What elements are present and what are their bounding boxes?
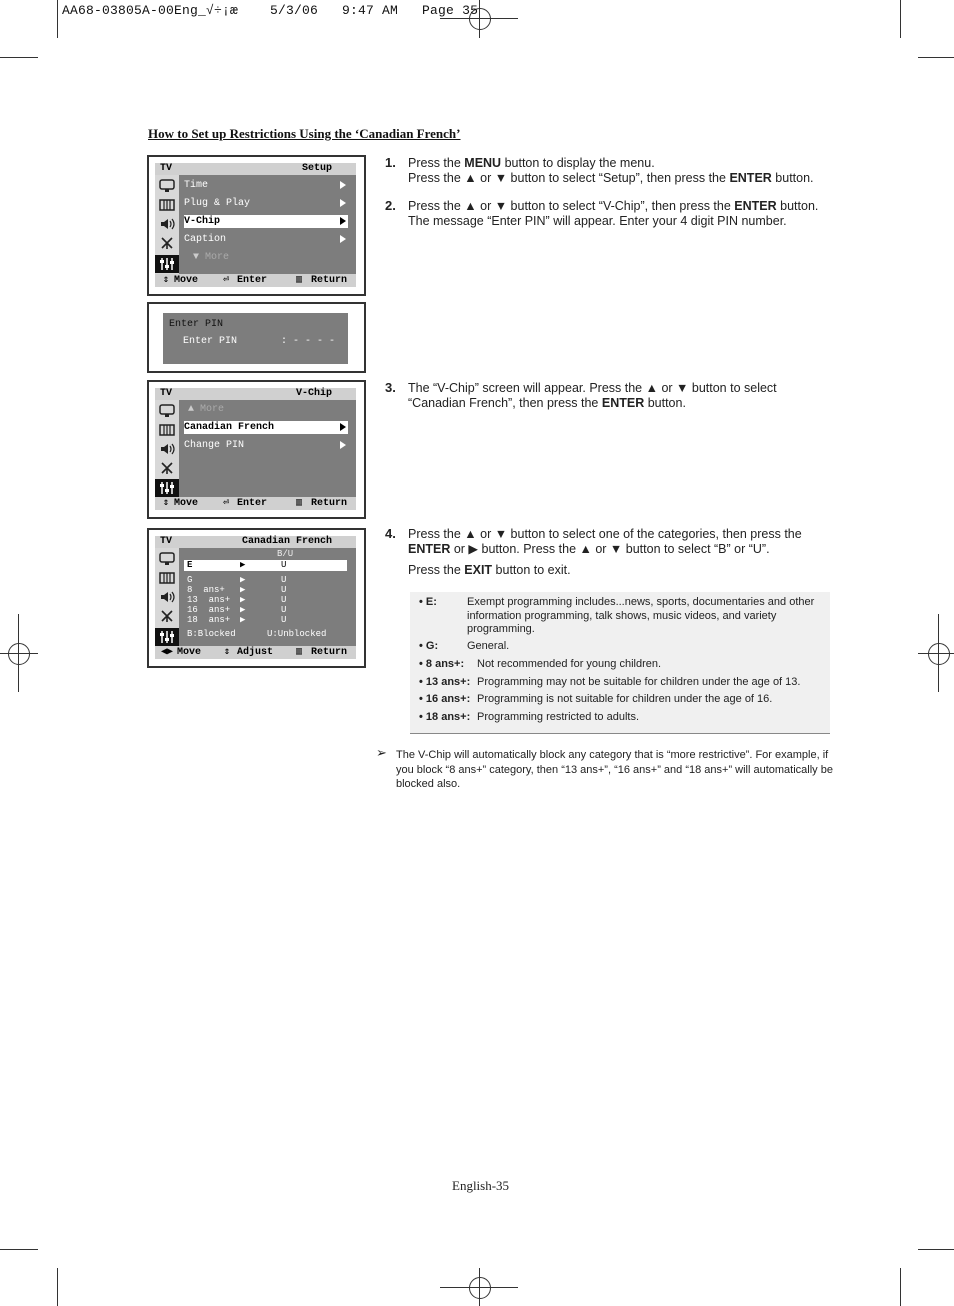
print-header: AA68-03805A-00Eng_√÷¡æ 5/3/06 9:47 AM Page 35 [62, 3, 479, 18]
enter-icon: ⏎ [223, 498, 230, 509]
osd-footer-enter: Enter [237, 275, 268, 286]
rating-text: Programming is not suitable for children under the age of 16. [477, 693, 773, 705]
osd-sidebar [155, 175, 179, 274]
note-text: The V-Chip will automatically block any category that is “more restrictive”. For example, if you block “8 ans+” category, then “13 ans+”, “16 ans+” and “18 ans+” will automatically be blocked also. [396, 749, 833, 790]
step-number: 2. [385, 198, 396, 213]
antenna-icon [159, 609, 175, 623]
sound-icon [159, 217, 175, 231]
setup-icon [159, 481, 175, 495]
rating-row-g[interactable]: G ▶ U [187, 575, 287, 585]
crop-mark [918, 57, 954, 58]
rating-row-18[interactable]: 18 ans+ ▶ U [187, 615, 287, 625]
updown-icon: ⇕ [163, 498, 170, 509]
step-3: The “V-Chip” screen will appear. Press the ▲ or ▼ button to select “Canadian French”, then press the ENTER button. [408, 381, 777, 410]
registration-mark [928, 643, 950, 665]
step-1: Press the MENU button to display the menu. Press the ▲ or ▼ button to select “Setup”, then press the ENTER button. [408, 156, 814, 185]
crop-mark [918, 1249, 954, 1250]
arrow-right-icon: ▶ [240, 605, 246, 615]
arrow-right-icon: ▶ [240, 575, 246, 585]
crop-mark [900, 0, 901, 38]
osd-setup-screen [147, 155, 366, 296]
arrow-right-icon [340, 217, 346, 225]
arrow-right-icon [340, 423, 346, 431]
osd-item-vchip[interactable]: V-Chip [184, 215, 348, 228]
osd-pin-screen [147, 302, 366, 373]
pin-dialog [163, 313, 348, 364]
osd-item-change-pin[interactable]: Change PIN [184, 439, 348, 452]
registration-mark [469, 1277, 491, 1299]
osd-footer-adjust: Adjust [237, 647, 274, 658]
osd-item-caption[interactable]: Caption [184, 233, 348, 246]
updown-icon: ⇕ [224, 647, 231, 658]
osd-footer-return: Return [311, 498, 348, 509]
crop-mark [0, 57, 38, 58]
col-header-bu: B/U [277, 549, 294, 559]
channel-icon [159, 423, 175, 437]
osd-tv-label: TV [160, 163, 173, 174]
arrow-right-icon [340, 181, 346, 189]
osd-vchip-screen [147, 380, 366, 519]
step-number: 3. [385, 380, 396, 395]
pin-dialog-title: Enter PIN [169, 319, 224, 330]
osd-item-plug-play[interactable]: Plug & Play [184, 197, 348, 210]
section-title: How to Set up Restrictions Using the ‘Canadian French’ [148, 126, 461, 141]
osd-footer-return: Return [311, 275, 348, 286]
pin-input[interactable]: : - - - - [281, 336, 336, 347]
osd-more: ▼ More [193, 252, 230, 263]
osd-footer-move: Move [174, 498, 199, 509]
crop-mark [900, 1268, 901, 1306]
osd-sidebar [155, 548, 179, 646]
step-number: 1. [385, 155, 396, 170]
picture-icon [159, 552, 175, 566]
osd-footer-move: Move [177, 647, 202, 658]
legend-unblocked: U:Unblocked [267, 629, 327, 639]
rating-text: Programming may not be suitable for children under the age of 13. [477, 676, 801, 688]
osd-menu-title: Canadian French [241, 536, 332, 547]
arrow-right-icon [340, 235, 346, 243]
rating-definitions-box [410, 592, 830, 734]
osd-sidebar [155, 400, 179, 497]
rating-key: • 16 ans+: [419, 693, 471, 705]
rating-key: • E: [419, 596, 437, 608]
setup-icon [159, 630, 175, 644]
pin-label: Enter PIN [183, 336, 238, 347]
channel-icon [159, 571, 175, 585]
rating-text: Programming restricted to adults. [477, 711, 640, 723]
sound-icon [159, 590, 175, 604]
rating-row-13[interactable]: 13 ans+ ▶ U [187, 595, 287, 605]
triangle-up-icon: ▲ [188, 404, 201, 415]
leftright-icon: ◀▶ [161, 647, 174, 658]
picture-icon [159, 179, 175, 193]
osd-item-time[interactable]: Time [184, 179, 348, 192]
channel-icon [159, 198, 175, 212]
rating-key: • G: [419, 640, 439, 652]
step-number: 4. [385, 526, 396, 541]
osd-tv-label: TV [160, 536, 173, 547]
antenna-icon [159, 461, 175, 475]
osd-more: ▲ More [188, 404, 225, 415]
updown-icon: ⇕ [163, 275, 170, 286]
rating-key: • 18 ans+: [419, 711, 471, 723]
rating-text: Not recommended for young children. [477, 658, 662, 670]
osd-item-canadian-french[interactable]: Canadian French [184, 421, 348, 434]
triangle-down-icon: ▼ [193, 252, 206, 263]
page-number: English-35 [452, 1178, 510, 1193]
rating-text: General. [467, 640, 510, 652]
rating-row-16[interactable]: 16 ans+ ▶ U [187, 605, 287, 615]
step-2: Press the ▲ or ▼ button to select “V-Chip”, then press the ENTER button. The message “Enter PIN” will appear. Enter your 4 digit PIN number. [408, 199, 819, 228]
osd-footer-enter: Enter [237, 498, 268, 509]
rating-row-8[interactable]: 8 ans+ ▶ U [187, 585, 287, 595]
arrow-right-icon: ▶ [240, 560, 246, 570]
osd-menu-title: V-Chip [295, 388, 332, 399]
enter-icon: ⏎ [223, 275, 230, 286]
crop-mark [0, 1249, 38, 1250]
crop-mark [57, 1268, 58, 1306]
osd-tv-label: TV [160, 388, 173, 399]
legend-blocked: B:Blocked [187, 629, 236, 639]
rating-text: Exempt programming includes...news, sports, documentaries and other information programming, talk shows, music videos, and variety programming. [467, 596, 815, 635]
return-icon: ▥ [296, 275, 303, 286]
osd-menu-title: Setup [301, 163, 332, 174]
osd-footer-move: Move [174, 275, 199, 286]
arrow-right-icon: ▶ [240, 595, 246, 605]
sound-icon [159, 442, 175, 456]
arrow-right-icon [340, 199, 346, 207]
return-icon: ▥ [296, 498, 303, 509]
osd-canadian-french-screen [147, 528, 366, 668]
step-4: Press the ▲ or ▼ button to select one of the categories, then press the ENTER or ▶ button. Press the ▲ or ▼ button to select “B” or “U”. Press the EXIT button to exit. [408, 527, 802, 577]
note-arrow-icon: ➢ [376, 745, 387, 760]
osd-footer-return: Return [311, 647, 348, 658]
rating-row-e[interactable]: E ▶ U [184, 560, 347, 571]
setup-icon [159, 257, 175, 271]
arrow-right-icon: ▶ [240, 585, 246, 595]
antenna-icon [159, 236, 175, 250]
crop-mark [57, 0, 58, 38]
arrow-right-icon: ▶ [240, 615, 246, 625]
arrow-right-icon [340, 441, 346, 449]
return-icon: ▥ [296, 647, 303, 658]
picture-icon [159, 404, 175, 418]
rating-key: • 8 ans+: [419, 658, 465, 670]
rating-key: • 13 ans+: [419, 676, 471, 688]
registration-mark [8, 643, 30, 665]
